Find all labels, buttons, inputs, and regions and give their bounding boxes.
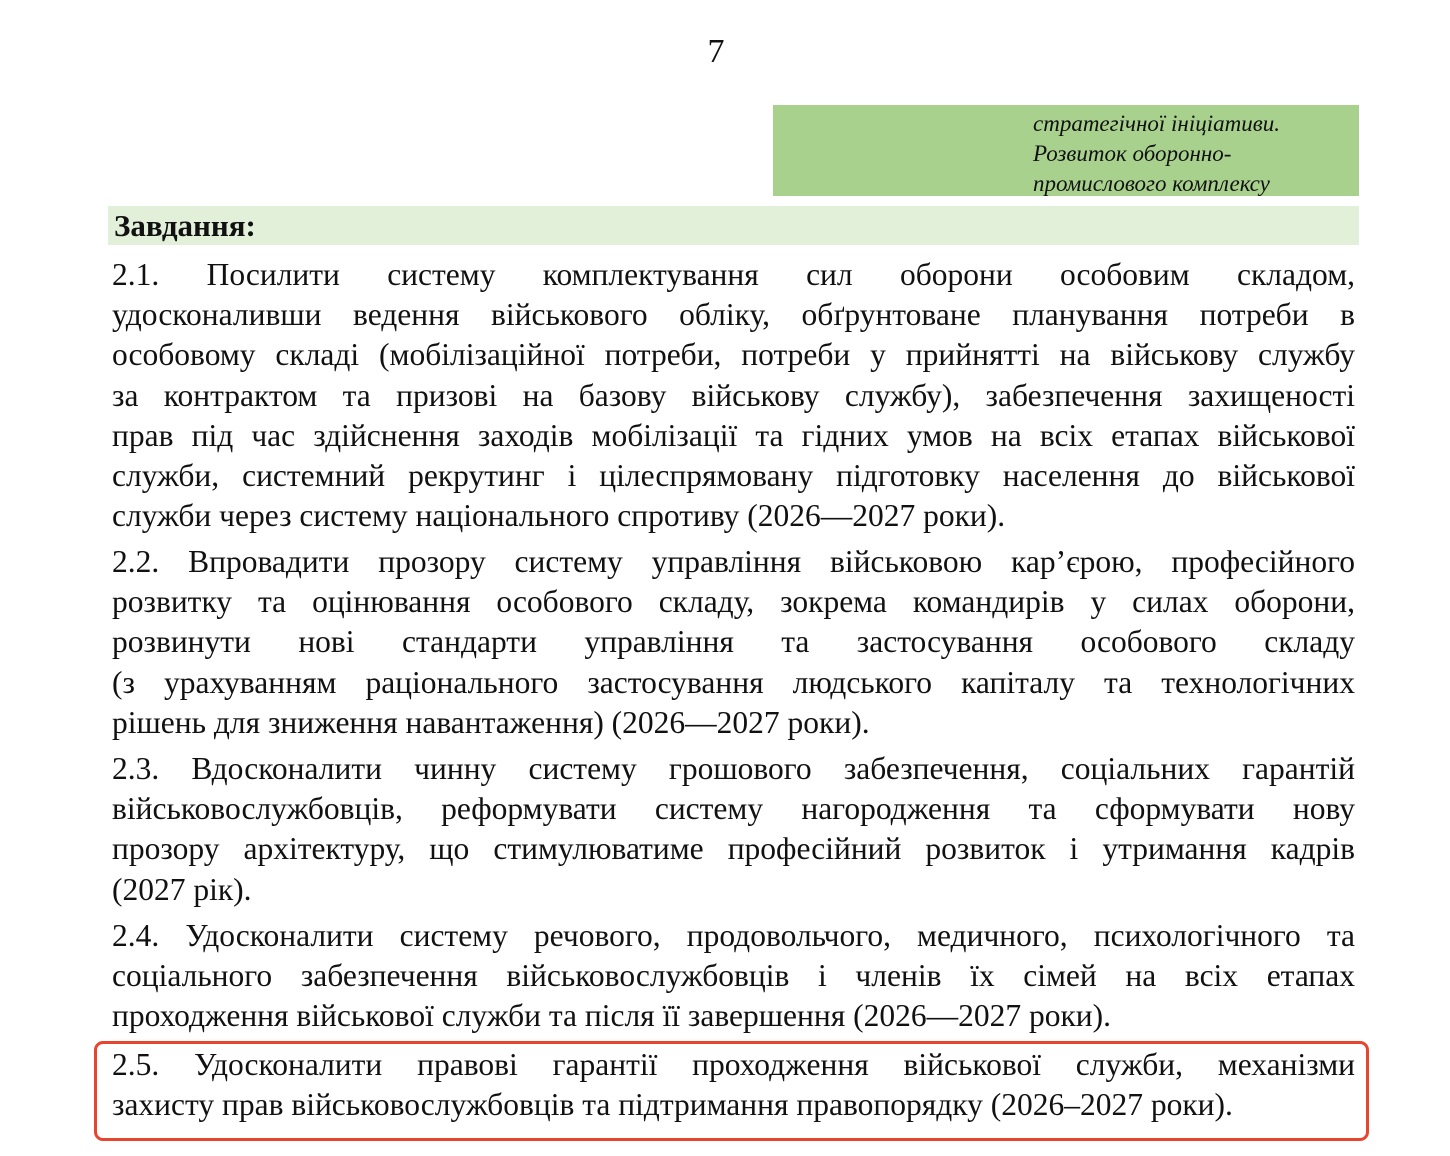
- task-line: соціального забезпечення військовослужбовців і членів їх сімей на всіх етапах: [112, 958, 1355, 994]
- task-2-1: [112, 255, 1355, 536]
- task-2-3: [112, 749, 1355, 910]
- task-2-5: [112, 1045, 1355, 1125]
- task-line: прозору архітектуру, що стимулюватиме професійний розвиток і утримання кадрів: [112, 831, 1355, 867]
- task-line: служби, системний рекрутинг і цілеспрямовану підготовку населення до військової: [112, 457, 1355, 493]
- task-line: (з урахуванням раціонального застосування людського капіталу та технологічних: [112, 664, 1355, 700]
- task-line: розвитку та оцінювання особового складу, зокрема командирів у силах оборони,: [112, 584, 1355, 620]
- task-line: прав під час здійснення заходів мобілізації та гідних умов на всіх етапах військової: [112, 417, 1355, 453]
- task-2-4: [112, 916, 1355, 1037]
- task-line: проходження військової служби та після її завершення (2026—2027 роки).: [112, 998, 1111, 1034]
- initiative-line: Розвиток оборонно-: [1033, 141, 1232, 166]
- task-line: рішень для зниження навантаження) (2026—2027 роки).: [112, 704, 870, 740]
- task-line: 2.1. Посилити систему комплектування сил оборони особовим складом,: [112, 257, 1355, 292]
- tasks-heading: Завдання:: [114, 208, 256, 243]
- page-number: 7: [707, 33, 725, 70]
- task-line: за контрактом та призові на базову військову службу), забезпечення захищеності: [112, 377, 1355, 413]
- task-line: розвинути нові стандарти управління та застосування особового складу: [112, 624, 1355, 660]
- task-line: військовослужбовців, реформувати систему нагородження та сформувати нову: [112, 791, 1355, 827]
- task-line: особовому складі (мобілізаційної потреби, потреби у прийнятті на військову службу: [112, 337, 1355, 373]
- task-line: удосконаливши ведення військового обліку, обґрунтоване планування потреби в: [112, 297, 1355, 333]
- task-line: служби через систему національного спротиву (2026—2027 роки).: [112, 498, 1006, 534]
- task-line: 2.4. Удосконалити систему речового, продовольчого, медичного, психологічного та: [112, 918, 1355, 953]
- task-line: 2.5. Удосконалити правові гарантії проходження військової служби, механізми: [112, 1047, 1355, 1082]
- strategic-initiative-box: [773, 105, 1359, 196]
- task-line: 2.2. Впровадити прозору систему управління військовою кар’єрою, професійного: [112, 544, 1355, 579]
- task-line: 2.3. Вдосконалити чинну систему грошового забезпечення, соціальних гарантій: [112, 751, 1355, 786]
- initiative-line: промислового комплексу: [1033, 171, 1270, 196]
- task-line: захисту прав військовослужбовців та підтримання правопорядку (2026–2027 роки).: [112, 1087, 1233, 1123]
- task-line: (2027 рік).: [112, 871, 252, 907]
- initiative-line: стратегічної ініціативи.: [1033, 111, 1280, 136]
- tasks-heading-bar: [108, 206, 1359, 245]
- task-2-2: [112, 542, 1355, 743]
